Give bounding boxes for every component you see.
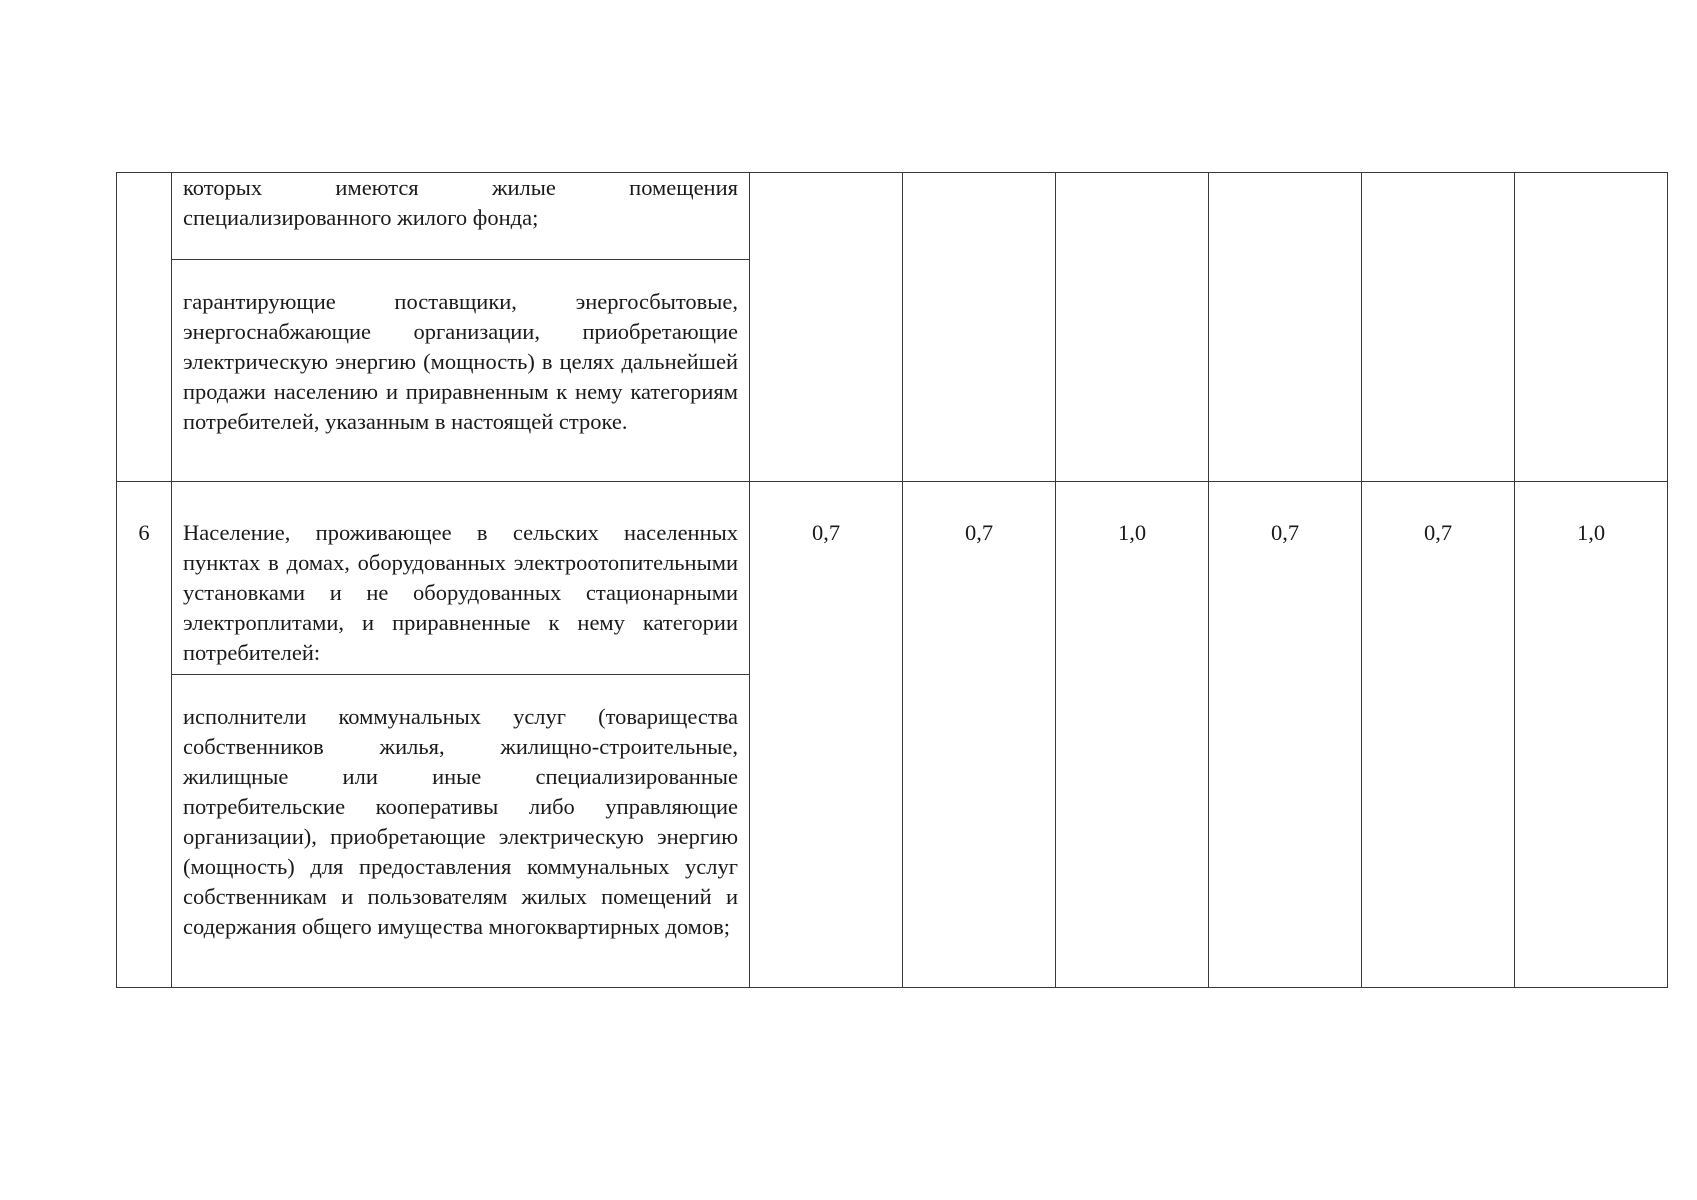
description-cell (172, 260, 750, 482)
row-description: Население, проживающее в сельских населенных пунктах в домах, оборудованных электроотопительными установками и не оборудованных стационарными электроплитами, и приравненные к нему категории потребителей: (183, 520, 738, 666)
coefficient-value: 0,7 (811, 520, 841, 546)
value-cell (1515, 173, 1668, 482)
description-cell (172, 482, 750, 674)
value-cell (903, 173, 1056, 482)
coefficient-value: 0,7 (1270, 520, 1300, 546)
value-cell (750, 173, 903, 482)
row-number-cell (117, 173, 172, 482)
table-row (117, 482, 1668, 674)
coefficient-value: 0,7 (964, 520, 994, 546)
row-number: 6 (138, 520, 150, 546)
description-cell (172, 173, 750, 260)
description-cell (172, 674, 750, 987)
table-row (117, 173, 1668, 260)
row-subcategory-description: гарантирующие поставщики, энергосбытовые, энергоснабжающие организации, приобретающие электрическую энергию (мощность) в целях дальнейшей продажи населению и приравненным к нему категориям потребителей, указанным в настоящей строке. (183, 289, 738, 435)
row-description-continued: которых имеются жилые помещения специализированного жилого фонда; (183, 175, 738, 230)
value-cell (1362, 173, 1515, 482)
value-cell (1362, 482, 1515, 988)
value-cell (1056, 173, 1209, 482)
value-cell (1056, 482, 1209, 988)
tariff-coefficients-table (116, 172, 1668, 988)
value-cell (750, 482, 903, 988)
value-cell (1209, 482, 1362, 988)
coefficient-value: 1,0 (1117, 520, 1147, 546)
value-cell (903, 482, 1056, 988)
row-subcategory-description: исполнители коммунальных услуг (товарищества собственников жилья, жилищно-строительные, жилищные или иные специализированные потребительские кооперативы либо управляющие организации), приобретающие электрическую энергию (мощность) для предоставления коммунальных услуг собственникам и пользователям жилых помещений и содержания общего имущества многоквартирных домов; (183, 703, 738, 939)
coefficient-value: 1,0 (1576, 520, 1606, 546)
value-cell (1515, 482, 1668, 988)
coefficient-value: 0,7 (1423, 520, 1453, 546)
value-cell (1209, 173, 1362, 482)
row-number-cell (117, 482, 172, 988)
